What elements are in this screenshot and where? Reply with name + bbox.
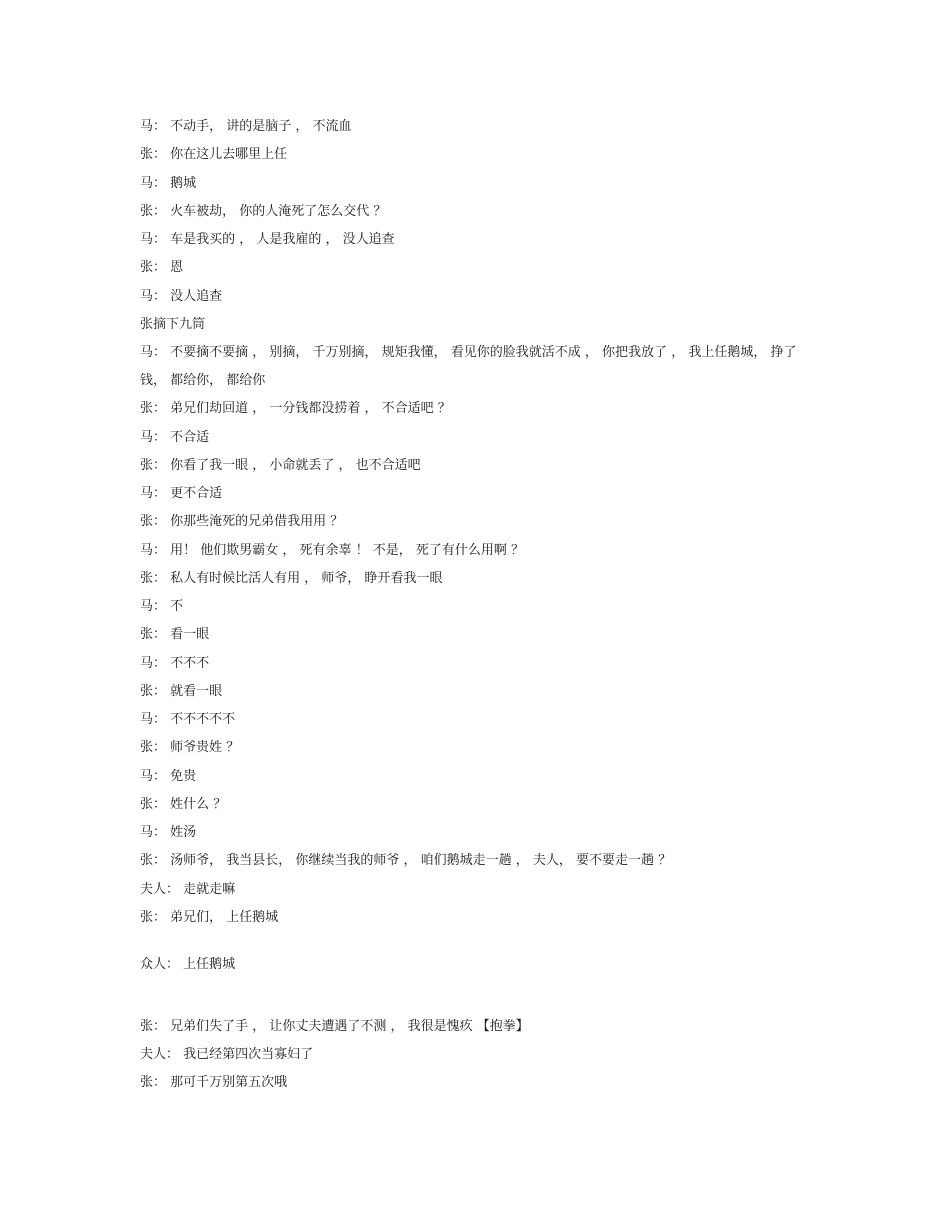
dialogue-line: 张： 就看一眼 bbox=[140, 683, 223, 699]
paragraph-gap bbox=[140, 982, 812, 1016]
script-dialogue bbox=[140, 116, 812, 1101]
dialogue-line: 马： 姓汤 bbox=[140, 825, 197, 841]
dialogue-line: 马： 不不不不不 bbox=[140, 712, 236, 728]
dialogue-line: 马： 车是我买的 ， 人是我雇的 ， 没人追查 bbox=[140, 232, 395, 247]
dialogue-line: 马： 免贵 bbox=[140, 768, 197, 784]
dialogue-line: 马： 用！ 他们欺男霸女 ， 死有余辜 ！ 不是， 死了有什么用啊 ？ bbox=[140, 542, 525, 558]
dialogue-line: 张： 汤师爷， 我当县长， 你继续当我的师爷 ， 咱们鹅城走一趟 ， 夫人， 要不要走一趟 ？ bbox=[140, 853, 672, 869]
dialogue-line: 马： 不不不 bbox=[140, 655, 210, 671]
dialogue-line: 马： 鹅城 bbox=[140, 175, 197, 191]
dialogue-line: 马： 没人追查 bbox=[140, 288, 223, 304]
dialogue-line: 马： 不动手， 讲的是脑子 ， 不流血 bbox=[140, 119, 352, 134]
dialogue-line: 马： 不 bbox=[140, 599, 184, 615]
dialogue-line: 张： 那可千万别第五次哦 bbox=[140, 1075, 288, 1091]
dialogue-line: 夫人： 走就走嘛 bbox=[140, 881, 236, 897]
dialogue-line: 夫人： 我已经第四次当寡妇了 bbox=[140, 1047, 314, 1063]
dialogue-line: 张： 师爷贵姓 ？ bbox=[140, 740, 240, 756]
dialogue-line: 马： 更不合适 bbox=[140, 486, 223, 502]
dialogue-line: 张： 恩 bbox=[140, 260, 184, 276]
dialogue-line: 张： 私人有时候比活人有用 ， 师爷， 睁开看我一眼 bbox=[140, 570, 443, 586]
dialogue-line: 张： 你在这儿去哪里上任 bbox=[140, 147, 288, 163]
dialogue-line: 张： 弟兄们劫回道 ， 一分钱都没捞着 ， 不合适吧 ？ bbox=[140, 401, 451, 417]
dialogue-line: 众人： 上任鹅城 bbox=[140, 956, 236, 972]
dialogue-line: 张： 兄弟们失了手 ， 让你丈夫遭遇了不测 ， 我很是愧疚 【抱拳】 bbox=[140, 1018, 529, 1034]
dialogue-line: 张： 你那些淹死的兄弟借我用用 ？ bbox=[140, 514, 344, 530]
dialogue-line: 马： 不合适 bbox=[140, 429, 210, 445]
stage-direction: 张摘下九筒 bbox=[140, 316, 206, 332]
dialogue-line: 张： 火车被劫， 你的人淹死了怎么交代 ？ bbox=[140, 203, 387, 219]
dialogue-line: 张： 弟兄们， 上任鹅城 bbox=[140, 909, 279, 925]
dialogue-line: 张： 姓什么 ？ bbox=[140, 796, 227, 812]
dialogue-line: 张： 你看了我一眼 ， 小命就丢了 ， 也不合适吧 bbox=[140, 457, 421, 473]
dialogue-line: 马： 不要摘不要摘 ， 别摘， 千万别摘， 规矩我懂， 看见你的脸我就活不成 ， 你把我放了 ， 我上任鹅城， 挣了钱， 都给你， 都给你 bbox=[140, 345, 797, 389]
paragraph-gap bbox=[140, 935, 812, 954]
dialogue-line: 张： 看一眼 bbox=[140, 627, 210, 643]
